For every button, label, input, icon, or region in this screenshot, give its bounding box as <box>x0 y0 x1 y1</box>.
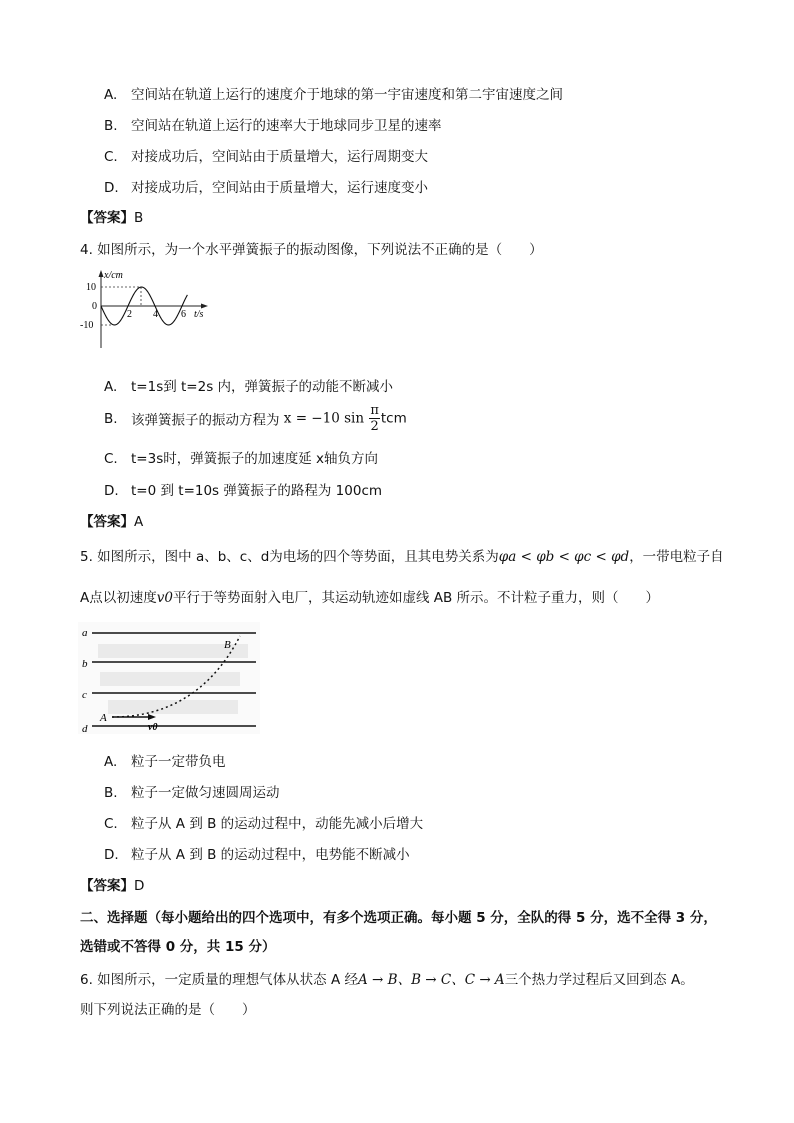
q3-option-a: A. 空间站在轨道上运行的速度介于地球的第一宇宙速度和第二宇宙速度之间 <box>104 87 563 103</box>
label-c: c <box>82 689 87 701</box>
x-tick-4: 4 <box>153 309 158 320</box>
point-b-label: B <box>224 639 231 651</box>
q4-option-d: D. t=0 到 t=10s 弹簧振子的路程为 100cm <box>104 483 383 499</box>
v0-label: v0 <box>148 722 158 733</box>
label-b: b <box>82 658 88 670</box>
q3-option-d: D. 对接成功后，空间站由于质量增大，运行速度变小 <box>104 180 428 196</box>
q4-option-a: A. t=1s到 t=2s 内，弹簧振子的动能不断减小 <box>104 379 394 395</box>
q5-option-a: A. 粒子一定带负电 <box>104 754 226 770</box>
q5-stem-line1: 5. 如图所示，图中 a、b、c、d为电场的四个等势面，且其电势关系为φa < φb < φc < φd，一带电粒子自 <box>80 549 724 565</box>
y-axis-arrow <box>99 270 104 277</box>
q4-option-c: C. t=3s时，弹簧振子的加速度延 x轴负方向 <box>104 451 379 467</box>
q5-option-d: D. 粒子从 A 到 B 的运动过程中，电势能不断减小 <box>104 847 410 863</box>
x-axis-arrow <box>201 304 208 309</box>
section-2-heading-line2: 选错或不答得 0 分，共 15 分） <box>80 939 276 955</box>
q4-stem: 4. 如图所示，为一个水平弹簧振子的振动图像，下列说法不正确的是（ ） <box>80 242 543 258</box>
q5-stem-line2: A点以初速度v0平行于等势面射入电厂，其运动轨迹如虚线 AB 所示。不计粒子重力，则（ ） <box>80 590 660 606</box>
q5-option-b: B. 粒子一定做匀速圆周运动 <box>104 785 280 801</box>
x-tick-2: 2 <box>127 309 132 320</box>
label-a: a <box>82 627 88 639</box>
q5-answer: 【答案】D <box>80 878 145 894</box>
label-d: d <box>82 723 88 734</box>
q5-equipotential-figure <box>78 622 260 734</box>
q3-option-c: C. 对接成功后，空间站由于质量增大，运行周期变大 <box>104 149 428 165</box>
fraction: $\frac{\pi}{2}$ <box>370 403 379 434</box>
x-tick-6: 6 <box>181 309 186 320</box>
y-tick-10: 10 <box>86 282 96 293</box>
section-2-heading-line1: 二、选择题（每小题给出的四个选项中，有多个选项正确。每小题 5 分，全队的得 5 分，选不全得 3 分， <box>80 910 717 926</box>
q5-option-c: C. 粒子从 A 到 B 的运动过程中，动能先减小后增大 <box>104 816 424 832</box>
y-tick-neg10: -10 <box>80 320 94 331</box>
q3-answer: 【答案】B <box>80 210 144 226</box>
x-axis-label: t/s <box>194 309 204 320</box>
y-axis-label: x/cm <box>104 270 123 281</box>
bleed-through-text <box>98 644 248 714</box>
point-a-label: A <box>100 712 107 724</box>
q6-stem-line1: 6. 如图所示，一定质量的理想气体从状态 A 经A → B、B → C、C → A三个热力学过程后又回到态 A。 <box>80 972 694 988</box>
q4-option-b: B. 该弹簧振子的振动方程为 x = −10 sin $\frac{\pi}{2}$ tcm <box>104 403 407 434</box>
q4-answer: 【答案】A <box>80 514 144 530</box>
y-tick-0: 0 <box>92 301 97 312</box>
q3-option-b: B. 空间站在轨道上运行的速率大于地球同步卫星的速率 <box>104 118 442 134</box>
q6-stem-line2: 则下列说法正确的是（ ） <box>80 1002 256 1018</box>
q4-vibration-graph <box>80 266 215 356</box>
